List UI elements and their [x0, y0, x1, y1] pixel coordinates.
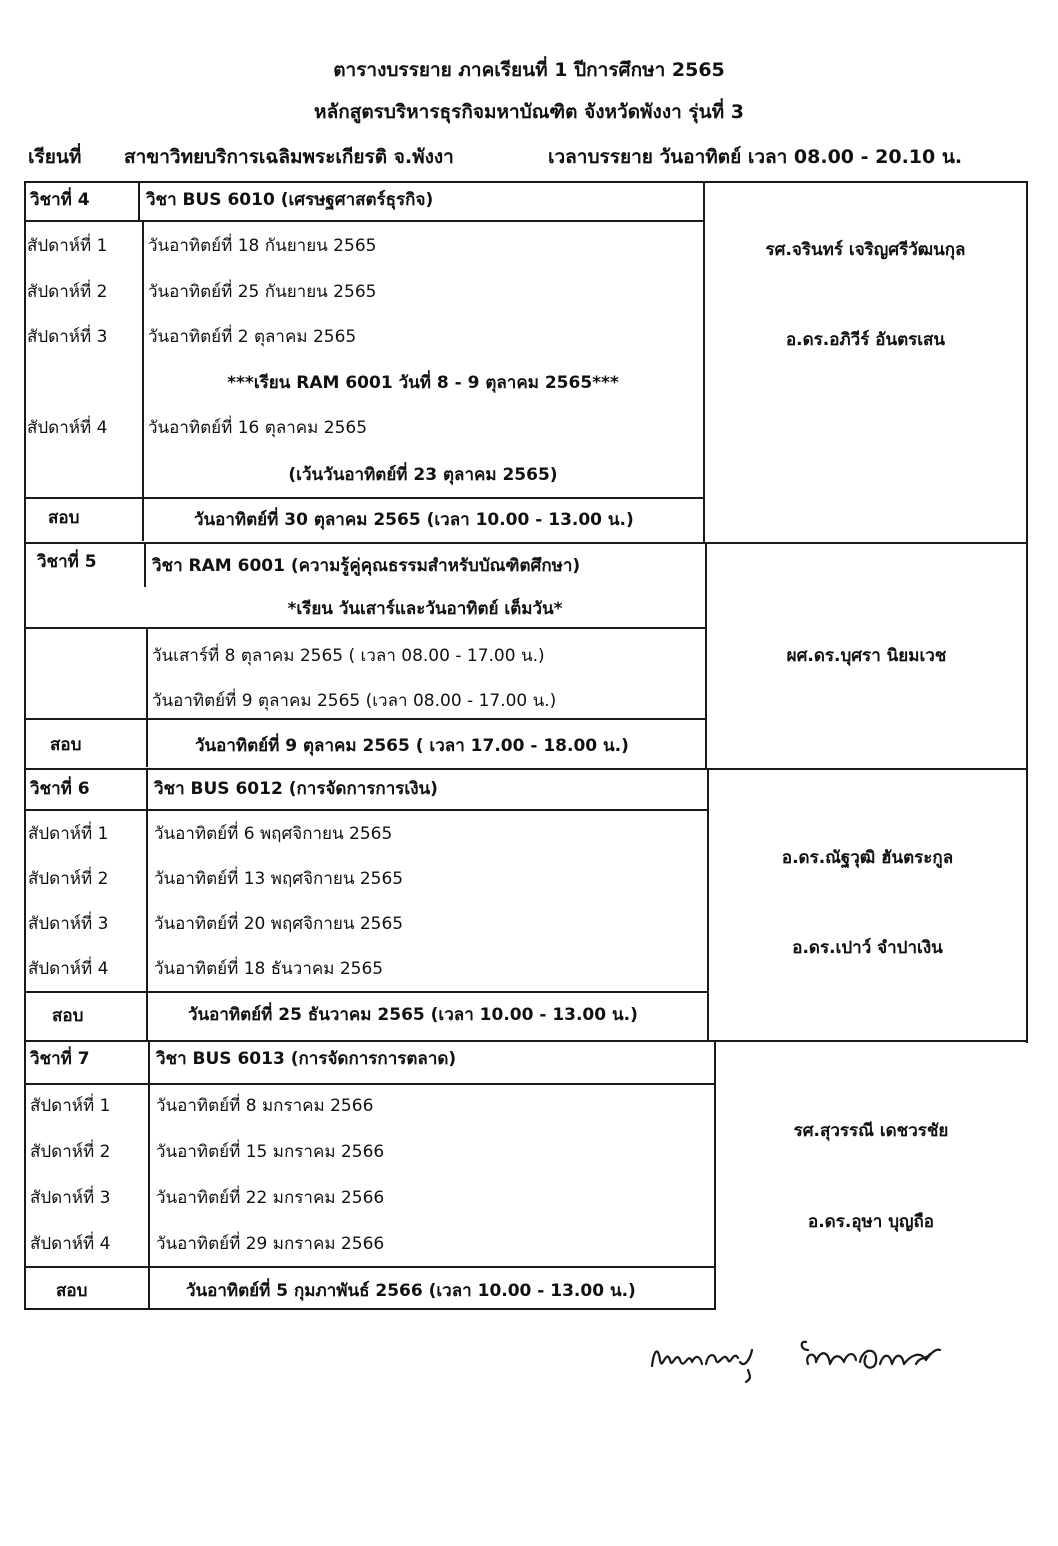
class-date: วันอาทิตย์ที่ 9 ตุลาคม 2565 (เวลา 08.00 - 17.00 น.) — [152, 691, 557, 711]
instructor-name: ผศ.ดร.บุศรา นิยมเวช — [786, 646, 947, 666]
course-title: วิชา BUS 6013 (การจัดการการตลาด) — [156, 1049, 457, 1069]
subject-number: วิชาที่ 4 — [30, 190, 90, 210]
location-label: เรียนที่ — [28, 146, 82, 168]
exam-label: สอบ — [56, 1281, 88, 1301]
exam-label: สอบ — [50, 735, 82, 755]
class-date: วันอาทิตย์ที่ 20 พฤศจิกายน 2565 — [154, 914, 404, 934]
class-date: วันอาทิตย์ที่ 13 พฤศจิกายน 2565 — [154, 869, 404, 889]
class-date: วันอาทิตย์ที่ 15 มกราคม 2566 — [156, 1142, 385, 1162]
handwritten-signature — [640, 1320, 950, 1390]
week-label: สัปดาห์ที่ 3 — [27, 327, 108, 347]
subject-number: วิชาที่ 5 — [37, 552, 97, 572]
week-label: สัปดาห์ที่ 3 — [28, 914, 109, 934]
exam-date: วันอาทิตย์ที่ 5 กุมภาพันธ์ 2566 (เวลา 10.00 - 13.00 น.) — [186, 1281, 636, 1301]
schedule-note: *เรียน วันเสาร์และวันอาทิตย์ เต็มวัน* — [287, 599, 563, 619]
exam-date: วันอาทิตย์ที่ 30 ตุลาคม 2565 (เวลา 10.00 - 13.00 น.) — [194, 510, 634, 530]
class-date: วันอาทิตย์ที่ 16 ตุลาคม 2565 — [148, 418, 368, 438]
program-title: หลักสูตรบริหารธุรกิจมหาบัณฑิต จังหวัดพังงา รุ่นที่ 3 — [314, 101, 744, 123]
week-label: สัปดาห์ที่ 2 — [27, 282, 108, 302]
week-label: สัปดาห์ที่ 4 — [28, 959, 109, 979]
week-label: สัปดาห์ที่ 3 — [30, 1188, 111, 1208]
class-date: วันอาทิตย์ที่ 6 พฤศจิกายน 2565 — [154, 824, 393, 844]
course-title: วิชา RAM 6001 (ความรู้คู่คุณธรรมสำหรับบัณฑิตศึกษา) — [152, 556, 581, 576]
class-date: วันอาทิตย์ที่ 8 มกราคม 2566 — [156, 1096, 374, 1116]
week-label: สัปดาห์ที่ 2 — [28, 869, 109, 889]
class-date: วันอาทิตย์ที่ 25 กันยายน 2565 — [148, 282, 377, 302]
week-label: สัปดาห์ที่ 4 — [30, 1234, 111, 1254]
week-label: สัปดาห์ที่ 1 — [27, 236, 108, 256]
instructor-name: รศ.สุวรรณี เดชวรชัย — [793, 1121, 949, 1141]
lecture-time: เวลาบรรยาย วันอาทิตย์ เวลา 08.00 - 20.10 น. — [548, 146, 963, 168]
week-label: สัปดาห์ที่ 1 — [28, 824, 109, 844]
location-value: สาขาวิทยบริการเฉลิมพระเกียรติ จ.พังงา — [124, 146, 454, 168]
instructor-name: อ.ดร.เปาว์ จำปาเงิน — [792, 938, 943, 958]
course-title: วิชา BUS 6010 (เศรษฐศาสตร์ธุรกิจ) — [146, 190, 434, 210]
instructor-name: รศ.จรินทร์ เจริญศรีวัฒนกุล — [765, 240, 966, 260]
class-date: วันอาทิตย์ที่ 18 กันยายน 2565 — [148, 236, 377, 256]
week-label: สัปดาห์ที่ 2 — [30, 1142, 111, 1162]
class-date: วันอาทิตย์ที่ 18 ธันวาคม 2565 — [154, 959, 384, 979]
class-date: วันเสาร์ที่ 8 ตุลาคม 2565 ( เวลา 08.00 - 17.00 น.) — [152, 646, 545, 666]
week-label: สัปดาห์ที่ 1 — [30, 1096, 111, 1116]
instructor-name: อ.ดร.ณัฐวุฒิ ฮันตระกูล — [781, 848, 954, 868]
exam-label: สอบ — [52, 1006, 84, 1026]
subject-number: วิชาที่ 7 — [30, 1049, 90, 1069]
class-date: วันอาทิตย์ที่ 2 ตุลาคม 2565 — [148, 327, 357, 347]
exam-label: สอบ — [48, 508, 80, 528]
class-date: วันอาทิตย์ที่ 22 มกราคม 2566 — [156, 1188, 385, 1208]
week-label: สัปดาห์ที่ 4 — [27, 418, 108, 438]
document-title: ตารางบรรยาย ภาคเรียนที่ 1 ปีการศึกษา 2565 — [333, 59, 725, 81]
exam-date: วันอาทิตย์ที่ 9 ตุลาคม 2565 ( เวลา 17.00 - 18.00 น.) — [195, 736, 629, 756]
schedule-note: ***เรียน RAM 6001 วันที่ 8 - 9 ตุลาคม 2565*** — [227, 373, 619, 393]
class-date: วันอาทิตย์ที่ 29 มกราคม 2566 — [156, 1234, 385, 1254]
exam-date: วันอาทิตย์ที่ 25 ธันวาคม 2565 (เวลา 10.00 - 13.00 น.) — [188, 1005, 638, 1025]
subject-number: วิชาที่ 6 — [30, 779, 90, 799]
schedule-note: (เว้นวันอาทิตย์ที่ 23 ตุลาคม 2565) — [288, 465, 558, 485]
course-title: วิชา BUS 6012 (การจัดการการเงิน) — [154, 779, 438, 799]
instructor-name: อ.ดร.อภิวีร์ อันตรเสน — [785, 330, 946, 350]
instructor-name: อ.ดร.อุษา บุญถือ — [808, 1212, 934, 1232]
